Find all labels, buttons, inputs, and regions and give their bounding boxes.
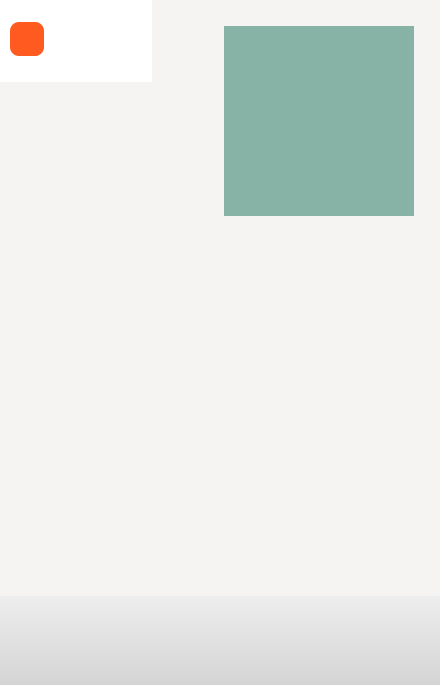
book24-logo[interactable] — [0, 0, 152, 82]
scan-bottom-edge — [0, 596, 440, 685]
stitch-texture-image — [224, 26, 414, 216]
logo-letter — [10, 22, 44, 56]
stitch-photo — [224, 26, 414, 216]
crochet-chart — [14, 322, 274, 540]
crochet-chart-diagram — [14, 322, 274, 540]
